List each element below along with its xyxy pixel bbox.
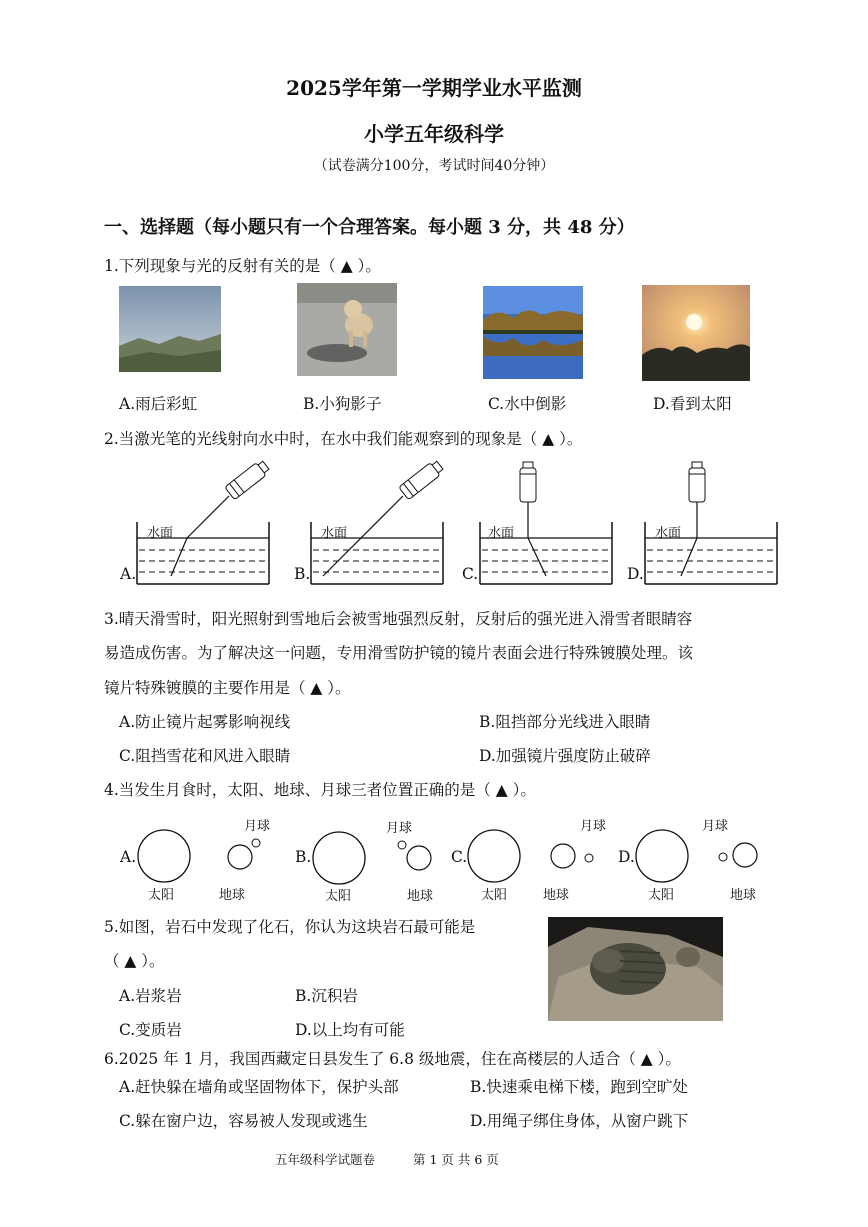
question-5-line-2: （ ▲ ）。 [104, 952, 165, 970]
q5-option-b[interactable]: B.沉积岩 [295, 987, 358, 1005]
q4-c-sun-label: 太阳 [481, 888, 508, 903]
q4-d-sun-label: 太阳 [648, 888, 675, 903]
footer-subject: 五年级科学试题卷 [275, 1152, 376, 1167]
q2-diagram-d [627, 460, 787, 594]
q1-option-d[interactable]: D.看到太阳 [653, 395, 732, 413]
q3-option-c[interactable]: C.阻挡雪花和风进入眼睛 [119, 747, 291, 765]
trilobite-fossil-photo [548, 917, 723, 1021]
q4-letter-a[interactable]: A. [120, 848, 137, 866]
q2-diagram-a [119, 460, 279, 594]
q4-c-sun [466, 828, 522, 888]
q5-option-a[interactable]: A.岩浆岩 [119, 987, 182, 1005]
q6-option-b[interactable]: B.快速乘电梯下楼，跑到空旷处 [470, 1078, 688, 1096]
exam-subject: 小学五年级科学 [364, 122, 504, 146]
q4-a-moon [250, 834, 262, 853]
reflection-photo [483, 286, 583, 379]
question-3-line-2: 易造成伤害。为了解决这一问题，专用滑雪防护镜的镜片表面会进行特殊镀膜处理。该 [104, 644, 694, 662]
q4-letter-b[interactable]: B. [295, 848, 312, 866]
q4-d-moon [717, 848, 729, 867]
q3-option-a[interactable]: A.防止镜片起雾影响视线 [119, 713, 291, 731]
question-5-line-1: 5.如图，岩石中发现了化石，你认为这块岩石最可能是 [104, 918, 476, 936]
q4-c-earth [549, 842, 577, 874]
q2-diagram-b [293, 460, 453, 594]
question-2-stem: 2.当激光笔的光线射向水中时，在水中我们能观察到的现象是（ ▲ ）。 [104, 430, 583, 448]
footer-page-number: 第 1 页 共 6 页 [413, 1152, 499, 1167]
q4-letter-c[interactable]: C. [451, 848, 468, 866]
q4-b-moon-label: 月球 [386, 821, 413, 836]
q4-a-sun [136, 828, 192, 888]
q2-water-label-b: 水面 [321, 526, 348, 541]
question-6-stem: 6.2025 年 1 月，我国西藏定日县发生了 6.8 级地震，住在高楼层的人适合（ ▲ ）。 [104, 1050, 681, 1068]
sun-photo [642, 285, 750, 381]
q1-option-a[interactable]: A.雨后彩虹 [119, 395, 198, 413]
q4-d-earth [731, 841, 759, 873]
q4-a-sun-label: 太阳 [148, 888, 175, 903]
q2-letter-b[interactable]: B. [294, 565, 311, 583]
q4-b-earth-label: 地球 [407, 889, 434, 904]
q1-option-b[interactable]: B.小狗影子 [303, 395, 382, 413]
q3-option-d[interactable]: D.加强镜片强度防止破碎 [479, 747, 651, 765]
section-heading: 一、选择题（每小题只有一个合理答案。每小题 3 分，共 48 分） [104, 217, 635, 238]
question-1-stem: 1.下列现象与光的反射有关的是（ ▲ ）。 [104, 257, 381, 275]
dog-shadow-photo [297, 283, 397, 376]
q4-d-moon-label: 月球 [702, 819, 729, 834]
q4-b-sun [311, 830, 367, 890]
q4-c-moon-label: 月球 [580, 819, 607, 834]
exam-note: （试卷满分100分，考试时间40分钟） [313, 158, 555, 174]
q4-a-earth-label: 地球 [219, 888, 246, 903]
exam-title: 2025学年第一学期学业水平监测 [286, 76, 582, 100]
q2-water-label-a: 水面 [147, 526, 174, 541]
q2-letter-a[interactable]: A. [120, 565, 137, 583]
question-3-line-3: 镜片特殊镀膜的主要作用是（ ▲ ）。 [104, 679, 351, 697]
rainbow-photo [119, 286, 221, 372]
q6-option-c[interactable]: C.躲在窗户边，容易被人发现或逃生 [119, 1112, 368, 1130]
q4-d-earth-label: 地球 [730, 888, 757, 903]
question-4-stem: 4.当发生月食时，太阳、地球、月球三者位置正确的是（ ▲ ）。 [104, 781, 536, 799]
q2-water-label-c: 水面 [488, 526, 515, 541]
q2-letter-d[interactable]: D. [627, 565, 644, 583]
q4-b-sun-label: 太阳 [325, 889, 352, 904]
q2-diagram-c [462, 460, 622, 594]
q2-letter-c[interactable]: C. [462, 565, 479, 583]
q4-b-earth [405, 844, 433, 876]
q4-a-moon-label: 月球 [244, 819, 271, 834]
q6-option-d[interactable]: D.用绳子绑住身体，从窗户跳下 [470, 1112, 689, 1130]
q5-option-d[interactable]: D.以上均有可能 [295, 1021, 405, 1039]
q3-option-b[interactable]: B.阻挡部分光线进入眼睛 [479, 713, 651, 731]
q1-option-c[interactable]: C.水中倒影 [488, 395, 567, 413]
q4-c-earth-label: 地球 [543, 888, 570, 903]
q4-d-sun [634, 828, 690, 888]
question-3-line-1: 3.晴天滑雪时，阳光照射到雪地后会被雪地强烈反射，反射后的强光进入滑雪者眼睛容 [104, 610, 693, 628]
q6-option-a[interactable]: A.赶快躲在墙角或坚固物体下，保护头部 [119, 1078, 399, 1096]
q4-letter-d[interactable]: D. [618, 848, 635, 866]
q4-c-moon [583, 849, 595, 868]
q5-option-c[interactable]: C.变质岩 [119, 1021, 182, 1039]
q2-water-label-d: 水面 [655, 526, 682, 541]
